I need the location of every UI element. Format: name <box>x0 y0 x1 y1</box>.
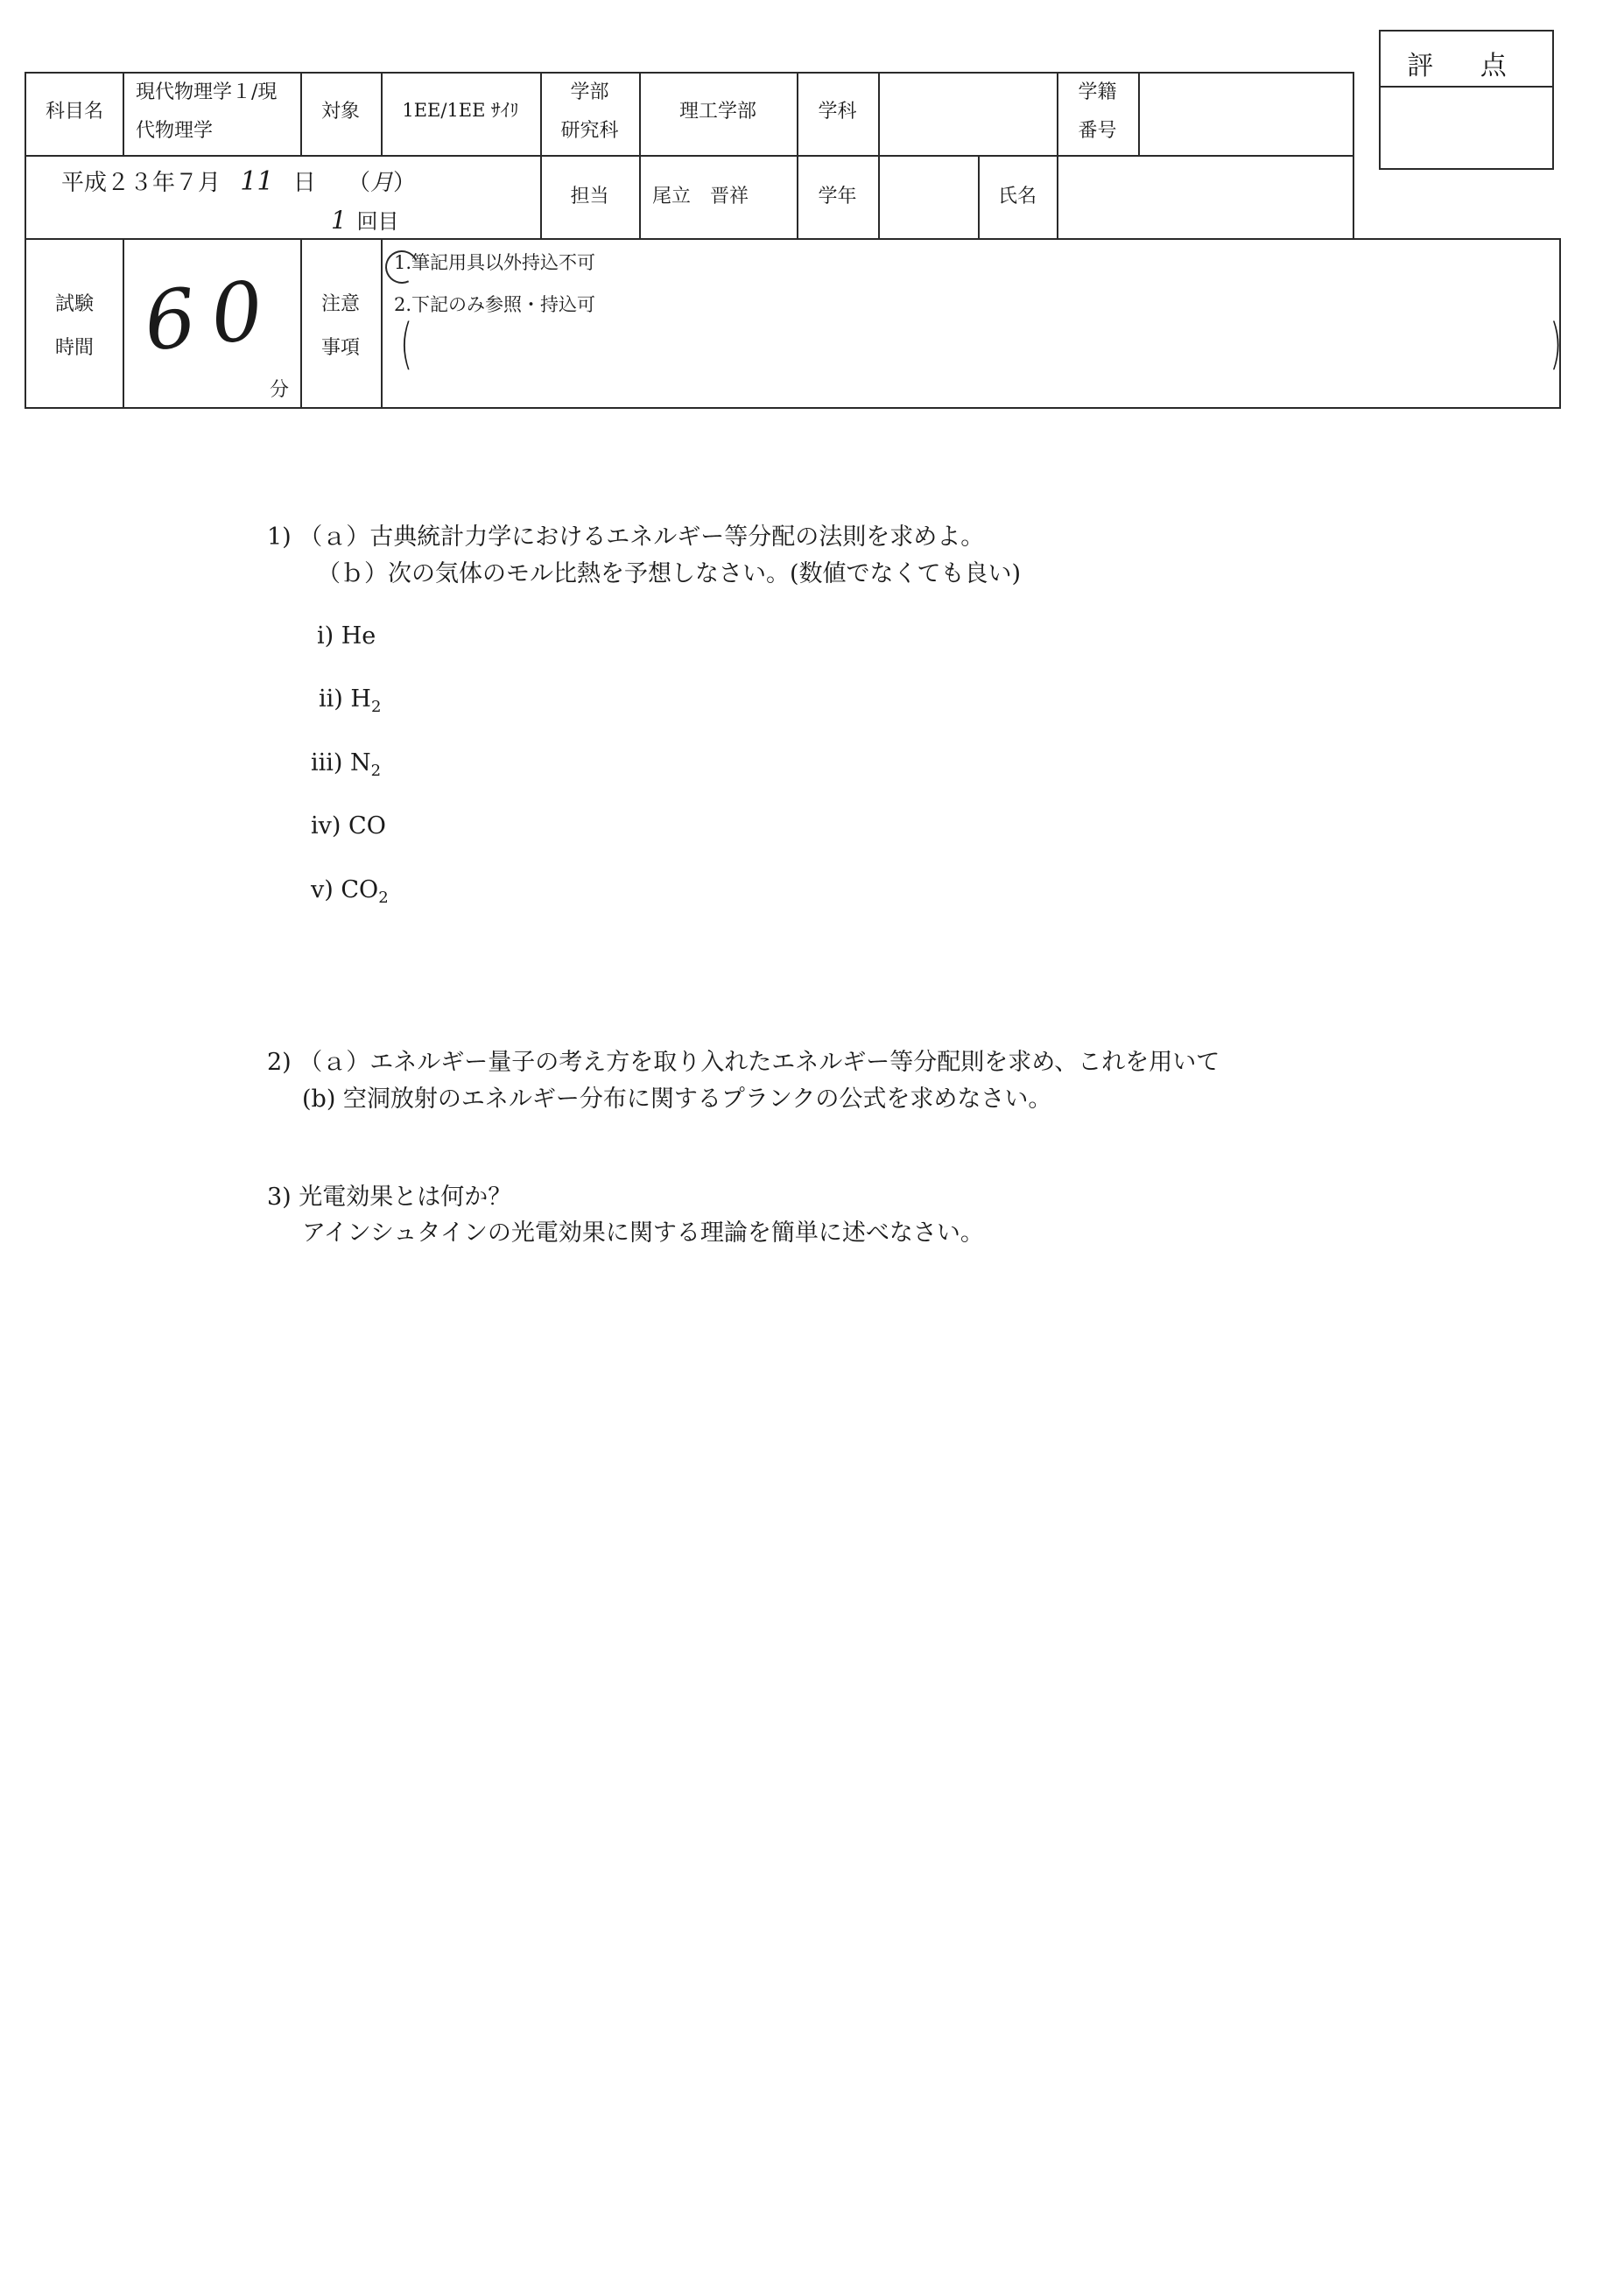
target-value: 1EE/1EE ｻｲﾘ <box>402 100 519 121</box>
date-weekday: 月 <box>370 170 394 196</box>
name-label: 氏名 <box>997 186 1037 207</box>
date-weekday-close: ） <box>393 170 417 196</box>
table-border <box>25 238 1561 240</box>
subject-value-line2: 代物理学 <box>136 120 214 142</box>
bracket-close: ) <box>1549 312 1563 376</box>
gas-item <box>311 751 381 779</box>
gas-subscript: 2 <box>370 698 382 716</box>
table-border <box>1057 155 1058 239</box>
score-label: 評 点 <box>1407 51 1526 81</box>
year-label: 学年 <box>818 186 857 207</box>
question-1a: 1) （ａ）古典統計力学におけるエネルギー等分配の法則を求めよ。 <box>267 524 985 551</box>
dept-label: 学科 <box>818 101 857 123</box>
notes-label-line2: 事項 <box>320 337 360 359</box>
gas-item <box>317 624 376 648</box>
table-border <box>25 155 1353 157</box>
student-id-label-line1: 学籍 <box>1078 81 1117 103</box>
date-text: 平成２３年７月 <box>61 170 221 196</box>
student-id-label-line2: 番号 <box>1078 120 1117 142</box>
gas-item <box>311 878 389 906</box>
exam-time-label-line1: 試験 <box>54 293 94 315</box>
exam-session <box>331 201 398 241</box>
teacher-label: 担当 <box>570 186 609 207</box>
table-border <box>123 72 124 156</box>
gas-item <box>319 687 381 715</box>
gas-number: iii) <box>311 749 343 777</box>
gas-formula: CO <box>341 876 379 903</box>
faculty-value: 理工学部 <box>678 101 756 123</box>
bracket-open: ( <box>399 312 413 376</box>
table-border <box>123 238 124 409</box>
exam-time-unit: 分 <box>270 379 290 401</box>
table-border <box>381 238 383 409</box>
date-day-suffix: 日 <box>292 170 316 196</box>
faculty-label-line2: 研究科 <box>560 120 619 142</box>
question-1b: （ｂ）次の気体のモル比熱を予想しなさい。(数値でなくても良い) <box>317 560 1022 587</box>
gas-number: ii) <box>319 685 343 713</box>
gas-subscript: 2 <box>378 889 389 907</box>
note-2: 2.下記のみ参照・持込可 <box>394 294 596 315</box>
faculty-label-line1: 学部 <box>570 81 609 103</box>
question-2a: 2) （ａ）エネルギー量子の考え方を取り入れたエネルギー等分配則を求め、これを用いて <box>267 1049 1220 1076</box>
score-box <box>1379 30 1554 170</box>
table-border <box>25 407 1561 409</box>
notes-label-line1: 注意 <box>320 293 360 315</box>
gas-subscript: 2 <box>370 762 382 780</box>
date-weekday-open: （ <box>348 170 371 196</box>
subject-value-line1: 現代物理学１/現 <box>136 81 278 103</box>
table-border <box>878 72 880 240</box>
date-day: 11 <box>240 166 274 197</box>
gas-number: i) <box>317 622 334 650</box>
question-3b: アインシュタインの光電効果に関する理論を簡単に述べなさい。 <box>302 1219 984 1247</box>
gas-item <box>311 814 386 838</box>
session-number: 1 <box>331 206 347 235</box>
gas-number: v) <box>311 876 334 903</box>
exam-time-value: 60 <box>139 262 284 369</box>
subject-label: 科目名 <box>45 101 103 123</box>
gas-formula: CO <box>348 812 386 840</box>
teacher-value: 尾立 晋祥 <box>652 186 749 207</box>
session-suffix: 回目 <box>356 209 399 234</box>
exam-date <box>61 161 416 203</box>
target-label: 対象 <box>320 101 360 123</box>
gas-formula: N <box>350 749 371 777</box>
gas-formula: He <box>341 622 376 650</box>
table-border <box>300 238 302 409</box>
question-3a: 3) 光電効果とは何か？ <box>267 1184 512 1211</box>
question-2b: (b) 空洞放射のエネルギー分布に関するプランクの公式を求めなさい。 <box>302 1086 1052 1113</box>
table-border <box>1353 72 1354 240</box>
gas-number: iv) <box>311 812 341 840</box>
gas-formula: H <box>350 685 371 713</box>
score-divider <box>1381 86 1552 88</box>
note-1: 1.筆記用具以外持込不可 <box>394 252 596 273</box>
table-border <box>1138 72 1140 156</box>
exam-time-label-line2: 時間 <box>54 337 94 359</box>
table-border <box>25 72 1353 74</box>
